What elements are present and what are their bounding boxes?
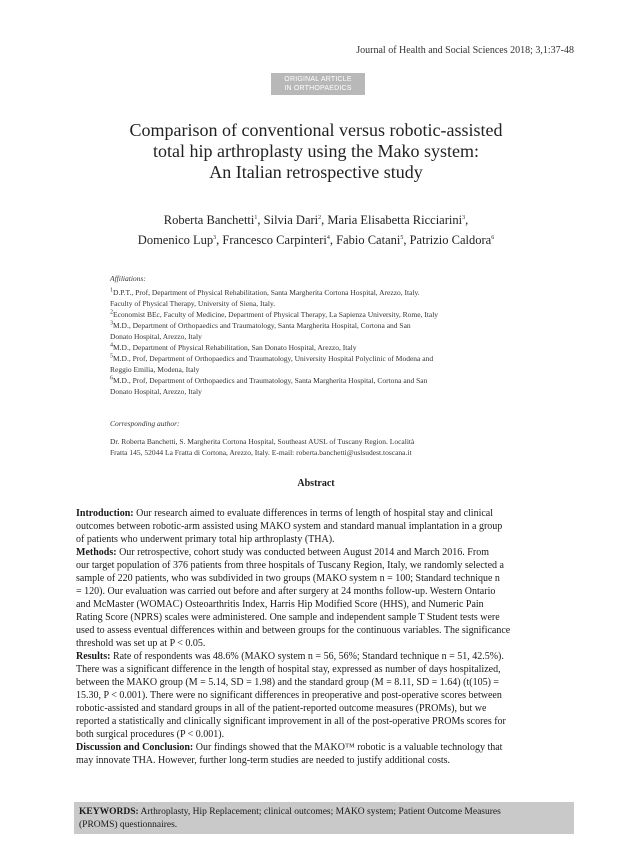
author-name: Patrizio Caldora (409, 233, 492, 247)
abstract-section-label: Methods: (76, 547, 117, 558)
affiliation-text: Donato Hospital, Arezzo, Italy (110, 387, 202, 396)
author-affiliation-number: 4 (326, 234, 330, 241)
affiliation-number: 1 (110, 287, 113, 294)
affiliation-line (110, 386, 530, 397)
banner-line: IN ORTHOPAEDICS (284, 85, 352, 92)
abstract-line (76, 546, 573, 559)
author-name: Silvia Dari (263, 213, 319, 227)
affiliation-text: Donato Hospital, Arezzo, Italy (110, 332, 202, 341)
abstract-text: Our retrospective, cohort study was conducted between August 2014 and March 2016. From (116, 547, 489, 558)
keywords-line (79, 806, 501, 818)
abstract-line (76, 702, 573, 715)
abstract-text: used to assess eventual differences within and between groups for the continuous variables. The significance (76, 625, 511, 636)
abstract-text: There was a significant difference in the length of hospital stay, expressed as number of days hospitalized, (76, 664, 501, 675)
abstract-text: reported a statistically and clinically significant improvement in all of the post-operative PROMs scores for (76, 716, 506, 727)
abstract-line (76, 559, 573, 572)
keywords-line (79, 819, 177, 831)
abstract-text: = 120). Our evaluation was carried out before and after surgery at 24 months follow-up. Western Ontario (76, 586, 496, 597)
author-affiliation-number: 6 (491, 234, 495, 241)
affiliation-line (110, 309, 530, 320)
title-line: Comparison of conventional versus robotic-assisted (129, 120, 503, 140)
corresponding-author-line: Fratta 145, 52044 La Fratta di Cortona, Arezzo, Italy. E-mail: roberta.banchetti@uslsudest.toscana.it (110, 448, 412, 457)
abstract-section-label: Introduction: (76, 508, 134, 519)
affiliation-line (110, 364, 530, 375)
abstract-text: Rate of respondents was 48.6% (MAKO system n = 56, 56%; Standard technique n = 51, 42.5%). (110, 651, 504, 662)
author-name: Domenico Lup (137, 233, 214, 247)
abstract-section-label: Results: (76, 651, 111, 662)
article-type-banner (271, 73, 365, 95)
abstract-text: our target population of 376 patients from three hospitals of Tuscany Region, Italy, we randomly selected a (76, 560, 504, 571)
corresponding-author-line: Dr. Roberta Banchetti, S. Margherita Cortona Hospital, Southeast AUSL of Tuscany Region. Località (110, 437, 415, 446)
author-name: Fabio Catani (336, 233, 401, 247)
author-line: Roberta Banchetti$^1$, Silvia Dari$^2$, Maria Elisabetta Ricciarini$^3$, (163, 213, 469, 227)
abstract-heading: Abstract (297, 478, 335, 489)
abstract-line (76, 650, 573, 663)
abstract-line (76, 728, 573, 741)
affiliation-number: 2 (110, 309, 113, 316)
abstract-line (76, 663, 573, 676)
abstract-text: Our findings showed that the MAKO™ robotic is a valuable technology that (193, 742, 503, 753)
affiliation-text: M.D., Department of Physical Rehabilitation, San Donato Hospital, Arezzo, Italy (113, 343, 357, 352)
keywords-text: Arthroplasty, Hip Replacement; clinical outcomes; MAKO system; Patient Outcome Measures (138, 807, 501, 817)
article-title (80, 120, 552, 183)
affiliation-line (110, 320, 530, 331)
abstract-line (76, 754, 573, 767)
abstract-text: outcomes between robotic-arm assisted using MAKO system and standard manual implantation in a group (76, 521, 503, 532)
corresponding-author-heading: Corresponding author: (110, 419, 180, 428)
title-line: An Italian retrospective study (209, 162, 423, 182)
abstract-text: sample of 220 patients, who was subdivided in two groups (MAKO system n = 100; Standard technique n (76, 573, 500, 584)
author-line: Domenico Lup$^3$, Francesco Carpinteri$^4$, Fabio Catani$^5$, Patrizio Caldora$^6$ (137, 233, 495, 247)
affiliation-number: 4 (110, 342, 113, 349)
abstract-text: of patients who underwent primary total hip arthroplasty (THA). (76, 534, 335, 545)
abstract-text: between the MAKO group (M = 5.14, SD = 1.98) and the standard group (M = 8.11, SD = 1.64) (t(105) = (76, 677, 500, 688)
affiliation-text: Economist BEc, Faculty of Medicine, Department of Physical Therapy, La Sapienza University, Rome, Italy (113, 310, 439, 319)
affiliation-line (110, 353, 530, 364)
author-name: Francesco Carpinteri (222, 233, 327, 247)
abstract-line (76, 624, 573, 637)
affiliation-line (110, 298, 530, 309)
abstract-line (76, 572, 573, 585)
abstract-line (76, 520, 573, 533)
affiliation-text: D.P.T., Prof, Department of Physical Rehabilitation, Santa Margherita Cortona Hospital, Arezzo, Italy. (113, 288, 420, 297)
abstract-line (76, 637, 573, 650)
abstract-line (76, 689, 573, 702)
author-affiliation-number: 5 (400, 234, 404, 241)
keywords-text: (PROMS) questionnaires. (79, 820, 178, 830)
abstract-line (76, 741, 573, 754)
author-affiliation-number: 3 (462, 214, 466, 221)
author-name: Maria Elisabetta Ricciarini (327, 213, 463, 227)
journal-citation: Journal of Health and Social Sciences 2018; 3,1:37-48 (356, 45, 574, 56)
affiliation-text: Faculty of Physical Therapy, University of Siena, Italy. (110, 299, 276, 308)
abstract-line (76, 715, 573, 728)
affiliations-heading: Affiliations: (110, 274, 146, 283)
abstract-line (76, 533, 573, 546)
abstract-text: and McMaster (WOMAC) Osteoarthritis Index, Harris Hip Modified Score (HHS), and Numeric Pain (76, 599, 484, 610)
affiliation-number: 3 (110, 320, 113, 327)
affiliation-text: M.D., Department of Orthopaedics and Traumatology, Santa Margherita Hospital, Cortona and San (113, 321, 411, 330)
affiliation-text: Reggio Emilia, Modena, Italy (110, 365, 200, 374)
affiliation-line (110, 287, 530, 298)
abstract-line (76, 676, 573, 689)
abstract-text: 15.30, P < 0.001). There were no significant differences in preoperative and post-operative scores between (76, 690, 502, 701)
abstract-text: Our research aimed to evaluate differences in terms of length of hospital stay and clinical (133, 508, 494, 519)
keywords-label: KEYWORDS: (79, 807, 139, 817)
affiliation-line (110, 342, 530, 353)
abstract-line (76, 598, 573, 611)
abstract-section-label: Discussion and Conclusion: (76, 742, 194, 753)
abstract-line (76, 507, 573, 520)
abstract-line (76, 585, 573, 598)
author-affiliation-number: 1 (254, 214, 258, 221)
affiliation-line (110, 375, 530, 386)
abstract-text: threshold was set up at P < 0.05. (76, 638, 206, 649)
abstract-text: Rating Score (NPRS) scales were administered. One sample and independent sample T Student tests were (76, 612, 500, 623)
affiliation-text: M.D., Prof, Department of Orthopaedics and Traumatology, Santa Margherita Hospital, Cortona and San (113, 376, 428, 385)
abstract-text: may innovate THA. However, further long-term studies are needed to justify additional costs. (76, 755, 451, 766)
author-list (80, 210, 552, 250)
affiliations (110, 273, 530, 397)
affiliation-line (110, 331, 530, 342)
banner-line: ORIGINAL ARTICLE (284, 76, 352, 83)
affiliation-text: M.D., Prof, Department of Orthopaedics and Traumatology, University Hospital Polyclinic of Modena and (113, 354, 434, 363)
title-line: total hip arthroplasty using the Mako system: (153, 141, 479, 161)
author-affiliation-number: 2 (318, 214, 322, 221)
affiliation-number: 5 (110, 353, 113, 360)
abstract-text: both surgical procedures (P < 0.001). (76, 729, 225, 740)
affiliation-number: 6 (110, 375, 113, 382)
abstract-line (76, 611, 573, 624)
author-affiliation-number: 3 (213, 234, 217, 241)
author-name: Roberta Banchetti (163, 213, 255, 227)
abstract-text: robotic-assisted and standard groups in all of the patient-reported outcome measures (PROMs), but we (76, 703, 487, 714)
